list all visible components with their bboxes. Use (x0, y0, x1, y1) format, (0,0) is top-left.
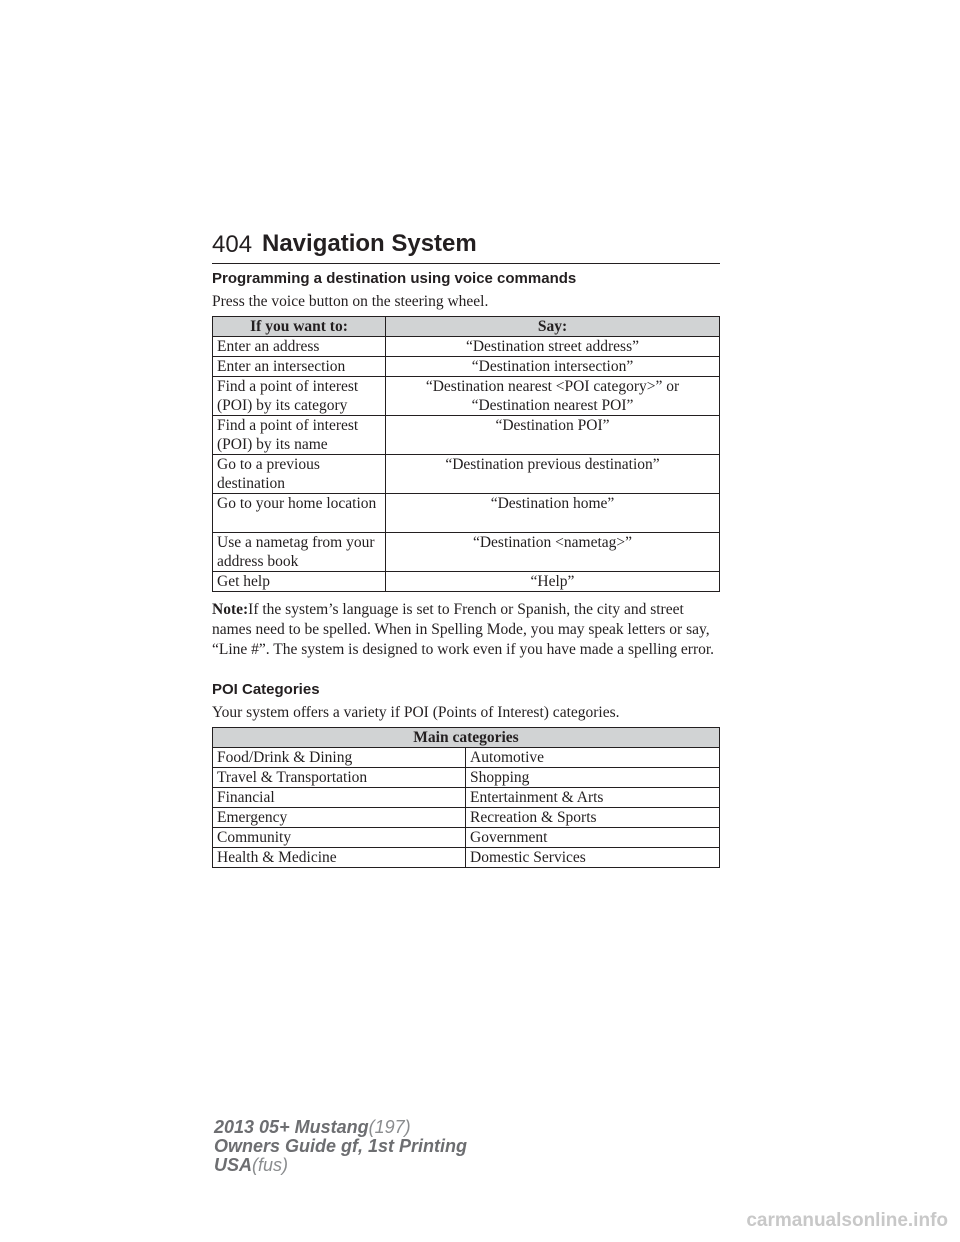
poi-categories-table (212, 727, 720, 868)
footer-model: 2013 05+ Mustang (214, 1117, 369, 1137)
table-row (213, 357, 720, 377)
footer-line-3 (214, 1156, 467, 1175)
footer-line-2 (214, 1137, 467, 1156)
category-cell: Travel & Transportation (213, 768, 466, 788)
note-paragraph (212, 600, 722, 660)
page-number: 404 (212, 231, 253, 258)
want-cell: Find a point of interest (POI) by its name (213, 416, 386, 455)
table-row (213, 848, 720, 868)
column-header-main-categories: Main categories (213, 728, 720, 748)
table-row (213, 808, 720, 828)
footer-market-code: (fus) (252, 1155, 289, 1175)
table-row (213, 788, 720, 808)
table-row (213, 572, 720, 592)
print-footer (214, 1118, 467, 1175)
category-cell: Shopping (466, 768, 720, 788)
section-heading-poi-categories: POI Categories (212, 681, 320, 698)
footer-edition: Owners Guide gf, 1st Printing (214, 1136, 468, 1156)
table-row (213, 768, 720, 788)
category-cell: Recreation & Sports (466, 808, 720, 828)
table-row (213, 377, 720, 416)
table-row (213, 455, 720, 494)
footer-code: (197) (368, 1117, 411, 1137)
table-header-row (213, 728, 720, 748)
note-text: If the system’s language is set to French or Spanish, the city and street names need to be spelled. When in Spelling Mode, you may speak letters or say, “Line #”. The system is designed to work even if you have made a spelling error. (212, 601, 715, 658)
table-header-row (213, 317, 720, 337)
want-cell: Go to a previous destination (213, 455, 386, 494)
category-cell: Domestic Services (466, 848, 720, 868)
voice-intro-text: Press the voice button on the steering wheel. (212, 293, 489, 310)
category-cell: Food/Drink & Dining (213, 748, 466, 768)
say-cell: “Destination nearest <POI category>” or “Destination nearest POI” (386, 377, 720, 416)
voice-commands-table (212, 316, 720, 592)
table-row (213, 416, 720, 455)
say-cell: “Help” (386, 572, 720, 592)
say-cell: “Destination street address” (386, 337, 720, 357)
table-row (213, 533, 720, 572)
page-header (212, 229, 720, 264)
say-cell: “Destination home” (386, 494, 720, 533)
column-header-say: Say: (386, 317, 720, 337)
category-cell: Community (213, 828, 466, 848)
table-row (213, 748, 720, 768)
want-cell: Get help (213, 572, 386, 592)
category-cell: Emergency (213, 808, 466, 828)
note-label: Note: (212, 601, 249, 618)
want-cell: Find a point of interest (POI) by its category (213, 377, 386, 416)
section-heading-voice-commands: Programming a destination using voice commands (212, 270, 577, 287)
category-cell: Financial (213, 788, 466, 808)
page-title: Navigation System (262, 230, 477, 257)
category-cell: Entertainment & Arts (466, 788, 720, 808)
footer-line-1 (214, 1118, 467, 1137)
want-cell: Go to your home location (213, 494, 386, 533)
want-cell: Enter an intersection (213, 357, 386, 377)
want-cell: Use a nametag from your address book (213, 533, 386, 572)
say-cell: “Destination previous destination” (386, 455, 720, 494)
poi-intro-text: Your system offers a variety if POI (Points of Interest) categories. (212, 704, 620, 721)
category-cell: Health & Medicine (213, 848, 466, 868)
watermark: carmanualsonline.info (746, 1210, 948, 1231)
category-cell: Government (466, 828, 720, 848)
say-cell: “Destination POI” (386, 416, 720, 455)
table-row (213, 494, 720, 533)
say-cell: “Destination intersection” (386, 357, 720, 377)
say-cell: “Destination <nametag>” (386, 533, 720, 572)
table-row (213, 828, 720, 848)
want-cell: Enter an address (213, 337, 386, 357)
category-cell: Automotive (466, 748, 720, 768)
column-header-want: If you want to: (213, 317, 386, 337)
table-row (213, 337, 720, 357)
footer-market: USA (214, 1155, 253, 1175)
